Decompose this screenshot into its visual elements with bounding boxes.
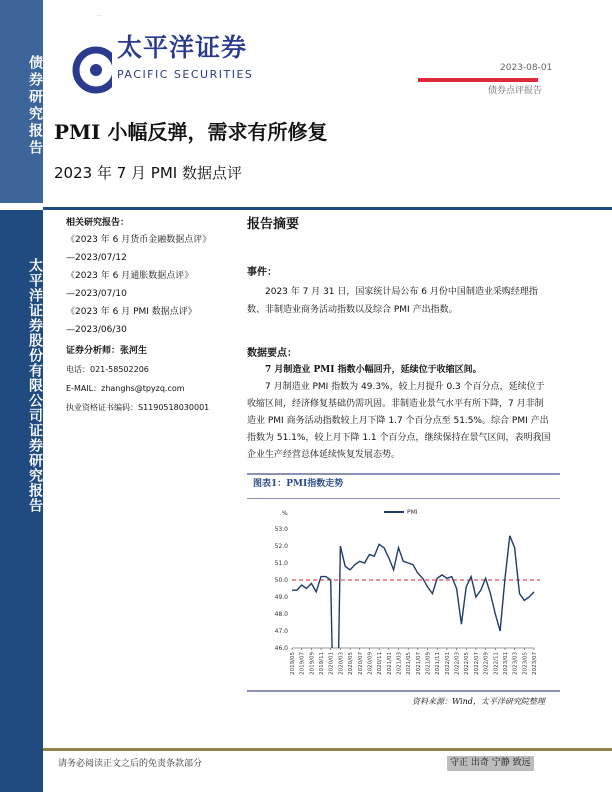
x-tick-label: 2020/05 — [348, 652, 355, 675]
y-tick-label: 47.0 — [274, 628, 288, 635]
x-tick-label: 2020/01 — [328, 652, 335, 675]
event-text: 2023 年 7 月 31 日，国家统计局公布 6 月份中国制造业采购经理指数、非制造业商务活动指数以及综合 PMI 产出指数。 — [247, 287, 538, 315]
x-tick-label: 2022/11 — [493, 652, 500, 675]
x-tick-label: 2022/07 — [473, 652, 480, 675]
x-tick-label: 2021/09 — [425, 652, 432, 675]
logo-text-cn: 太平洋证券 — [117, 33, 248, 62]
footer-disclaimer: 请务必阅读正文之后的免责条款部分 — [58, 759, 203, 769]
header-accent-bar — [418, 78, 538, 82]
point1-text: 7 月制造业 PMI 指数为 49.3%，较上月提升 0.3 个百分点，延续位于收缩区间，经济修复基础仍需巩固。非制造业景气水平有所下降，7 月非制造业 PMI 商务活动指数较上月下降 1.7 个百分点至 51.5%。综合 PMI 产出指数为 51.1%，较上月下降 1.1 个百分点，继续保持在景气区间，表明我国企业生产经营总体延续恢复发展态势。 — [247, 382, 551, 460]
x-tick-label: 2019/07 — [299, 652, 306, 675]
x-tick-label: 2020/09 — [367, 652, 374, 675]
analyst-phone: 电话：021-58502206 — [66, 365, 149, 374]
page-subtitle: 2023 年 7 月 PMI 数据点评 — [54, 164, 242, 182]
x-tick-label: 2022/03 — [454, 652, 461, 675]
x-tick-label: 2023/03 — [512, 652, 519, 675]
summary-heading: 报告摘要 — [247, 217, 300, 232]
y-tick-label: 49.0 — [274, 594, 288, 601]
x-tick-label: 2022/01 — [444, 652, 451, 675]
chart-caption: 图表1：PMI指数走势 — [253, 479, 344, 489]
x-tick-label: 2019/09 — [309, 652, 316, 675]
x-tick-label: 2021/11 — [435, 652, 442, 675]
logo-icon — [62, 14, 112, 104]
x-tick-label: 2020/03 — [338, 652, 345, 675]
sidebar-bottom-label: 太平洋证券股份有限公司证券研究报告 — [27, 258, 43, 513]
related-heading: 相关研究报告： — [66, 218, 130, 228]
related-report-date: —2023/07/12 — [66, 253, 127, 263]
y-tick-label: 51.0 — [274, 560, 288, 567]
report-type: 债券点评报告 — [488, 86, 543, 96]
related-report-title[interactable]: 《2023 年 6 月 PMI 数据点评》 — [66, 307, 197, 317]
x-tick-label: 2020/07 — [357, 652, 364, 675]
related-report-title[interactable]: 《2023 年 6 月货币金融数据点评》 — [66, 235, 212, 245]
pmi-chart — [262, 503, 552, 693]
related-report-date: —2023/06/30 — [66, 325, 127, 335]
y-tick-label: 48.0 — [274, 611, 288, 618]
x-tick-label: 2019/05 — [290, 652, 296, 675]
chart-caption-rule — [247, 498, 560, 499]
legend-label: PMI — [407, 509, 418, 516]
divider — [43, 207, 612, 210]
x-tick-label: 2022/09 — [483, 652, 490, 675]
chart-source: 资料来源：Wind，太平洋研究院整理 — [412, 697, 545, 706]
y-axis-unit: % — [282, 510, 288, 517]
chart-bottom-rule — [247, 690, 560, 692]
y-tick-label: 50.0 — [274, 577, 288, 584]
y-tick-label: 53.0 — [274, 526, 288, 533]
x-tick-label: 2021/01 — [386, 652, 393, 675]
chart-top-rule — [247, 473, 560, 475]
event-heading: 事件： — [247, 267, 277, 278]
sidebar-top-label: 债券研究报告 — [27, 55, 43, 157]
y-tick-label: 46.0 — [274, 645, 288, 652]
logo-text-en: PACIFIC SECURITIES — [117, 68, 254, 81]
report-date: 2023-08-01 — [500, 63, 553, 73]
x-tick-label: 2022/05 — [464, 652, 471, 675]
x-tick-label: 2021/07 — [415, 652, 422, 675]
x-tick-label: 2023/07 — [532, 652, 538, 675]
point1-title: 7 月制造业 PMI 指数小幅回升，延续位于收缩区间。 — [265, 365, 482, 375]
footer-motto: 守正 出奇 宁静 致远 — [447, 756, 534, 771]
x-tick-label: 2023/05 — [522, 652, 529, 675]
x-tick-label: 2020/11 — [377, 652, 384, 675]
x-tick-label: 2019/11 — [319, 652, 326, 675]
points-heading: 数据要点： — [247, 348, 297, 359]
footer-rule — [43, 748, 612, 751]
x-tick-label: 2021/03 — [396, 652, 403, 675]
x-tick-label: 2023/01 — [502, 652, 509, 675]
analyst-email[interactable]: E-MAIL：zhanghs@tpyzq.com — [66, 384, 185, 393]
page-title: PMI 小幅反弹，需求有所修复 — [54, 120, 328, 144]
x-tick-label: 2021/05 — [406, 652, 413, 675]
related-report-date: —2023/07/10 — [66, 289, 127, 299]
analyst-name: 证券分析师：张河生 — [66, 346, 148, 356]
analyst-license: 执业资格证书编码：S1190518030001 — [66, 403, 210, 412]
related-report-title[interactable]: 《2023 年 6 月通胀数据点评》 — [66, 271, 194, 281]
y-tick-label: 52.0 — [274, 543, 288, 550]
